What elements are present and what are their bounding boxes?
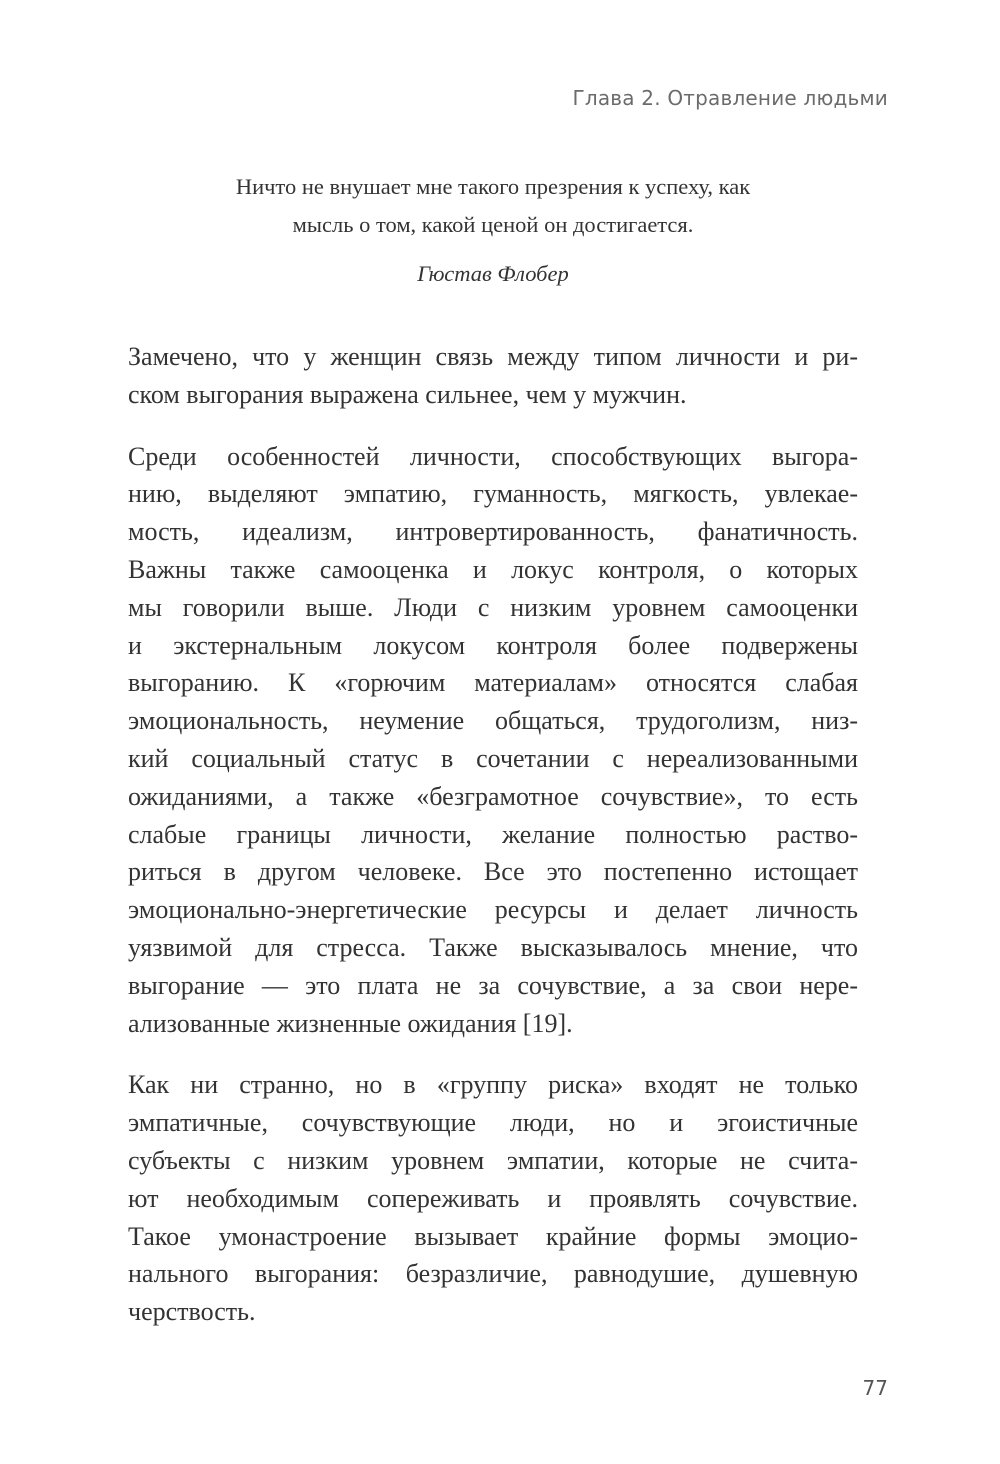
text-line: ализованные жизненные ожидания [19]. (128, 1008, 573, 1038)
text-line: уязвимой для стресса. Также высказывалось мнение, что (128, 932, 858, 962)
text-line: эмоциональность, неумение общаться, трудоголизм, низ- (128, 706, 858, 736)
text-line: мы говорили выше. Люди с низким уровнем самооценки (128, 592, 858, 622)
page-number: 77 (862, 1376, 888, 1400)
text-line: Важны также самооценка и локус контроля, о которых (128, 554, 858, 584)
text-line: ют необходимым сопереживать и проявлять сочувствие. (128, 1183, 858, 1213)
running-head: Глава 2. Отравление людьми (572, 86, 888, 110)
text-line: кий социальный статус в сочетании с нереализованными (128, 743, 858, 773)
text-line: нию, выделяют эмпатию, гуманность, мягкость, увлекае- (128, 479, 858, 509)
epigraph-line: мысль о том, какой ценой он достигается. (292, 212, 694, 237)
epigraph (130, 168, 856, 292)
text-line: ском выгорания выражена сильнее, чем у мужчин. (128, 379, 687, 409)
text-line: и экстернальным локусом контроля более подвержены (128, 630, 858, 660)
epigraph-line: Ничто не внушает мне такого презрения к успеху, как (235, 174, 751, 199)
text-line: ожиданиями, а также «безграмотное сочувствие», то есть (128, 781, 858, 811)
epigraph-author: Гюстав Флобер (417, 261, 569, 286)
text-line: нального выгорания: безразличие, равнодушие, душевную (128, 1259, 858, 1289)
text-line: мость, идеализм, интровертированность, фанатичность. (128, 517, 858, 547)
text-line: слабые границы личности, желание полностью раство- (128, 819, 858, 849)
text-line: субъекты с низким уровнем эмпатии, которые не счита- (128, 1145, 858, 1175)
text-line: эмоционально-энергетические ресурсы и делает личность (128, 895, 858, 925)
text-line: Как ни странно, но в «группу риска» входят не только (128, 1070, 858, 1100)
paragraph (128, 1066, 858, 1331)
text-line: черствость. (128, 1297, 256, 1327)
body-text (128, 338, 858, 1355)
text-line: Среди особенностей личности, способствующих выгора- (128, 441, 858, 471)
paragraph (128, 438, 858, 1043)
text-line: выгоранию. К «горючим материалам» относятся слабая (128, 668, 858, 698)
paragraph (128, 338, 858, 414)
text-line: выгорание — это плата не за сочувствие, а за свои нере- (128, 970, 858, 1000)
text-line: Замечено, что у женщин связь между типом личности и ри- (128, 342, 858, 371)
text-line: риться в другом человеке. Все это постепенно истощает (128, 857, 858, 887)
text-line: эмпатичные, сочувствующие люди, но и эгоистичные (128, 1108, 858, 1138)
text-line: Такое умонастроение вызывает крайние формы эмоцио- (128, 1221, 858, 1251)
